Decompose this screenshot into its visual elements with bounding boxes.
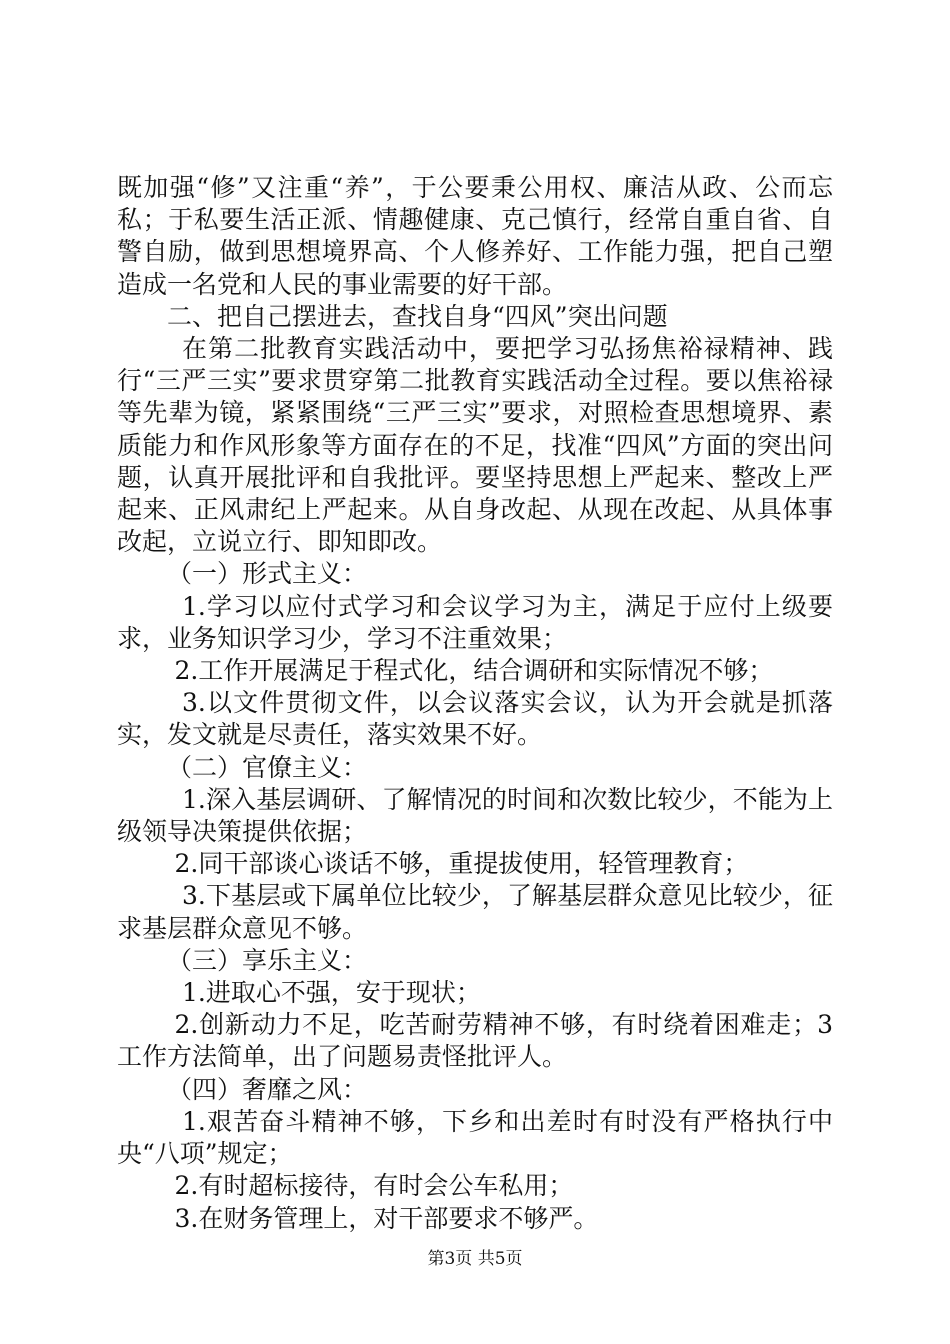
paragraph-intro-paragraph: 在第二批教育实践活动中，要把学习弘扬焦裕禄精神、践行“三严三实”要求贯穿第二批教育实践活动全过程。要以焦裕禄等先辈为镜，紧紧围绕“三严三实”要求，对照检查思想境界、素质能力和作风形象等方面存在的不足，找准“四风”方面的突出问题，认真开展批评和自我批评。要坚持思想上严起来、整改上严起来、正风肃纪上严起来。从自身改起、从现在改起、从具体事改起，立说立行、即知即改。 xyxy=(117,334,833,557)
paragraph-bureaucratism-item-2: 2.同干部谈心谈话不够，重提拔使用，轻管理教育； xyxy=(174,849,749,879)
paragraph-extravagance-item-3: 3.在财务管理上，对干部要求不够严。 xyxy=(174,1203,599,1233)
document-body xyxy=(117,172,833,1235)
paragraph-extravagance-item-2: 2.有时超标接待，有时会公车私用； xyxy=(174,1171,574,1201)
paragraph-hedonism-item-2: 2.创新动力不足，吃苦耐劳精神不够，有时绕着困难走；3工作方法简单，出了问题易责怪批评人。 xyxy=(117,1010,833,1072)
paragraph-bureaucratism-item-3: 3.下基层或下属单位比较少，了解基层群众意见比较少，征求基层群众意见不够。 xyxy=(117,881,833,943)
paragraph-extravagance-item-1: 1.艰苦奋斗精神不够，下乡和出差时有时没有严格执行中央“八项”规定； xyxy=(117,1106,833,1169)
paragraph-formalism-item-1: 1.学习以应付式学习和会议学习为主，满足于应付上级要求，业务知识学习少，学习不注重效果； xyxy=(117,591,833,653)
paragraph-bureaucratism-item-1: 1.深入基层调研、了解情况的时间和次数比较少，不能为上级领导决策提供依据； xyxy=(117,784,833,847)
paragraph-continued-text: 既加强“修”又注重“养”，于公要秉公用权、廉洁从政、公而忘私；于私要生活正派、情趣健康、克己慎行，经常自重自省、自警自励，做到思想境界高、个人修养好、工作能力强，把自己塑造成一名党和人民的事业需要的好干部。 xyxy=(117,173,833,299)
paragraph-heading-hedonism: （三）享乐主义： xyxy=(167,945,368,975)
paragraph-hedonism-item-1: 1.进取心不强，安于现状； xyxy=(182,978,481,1008)
paragraph-heading-formalism: （一）形式主义： xyxy=(167,559,368,589)
paragraph-formalism-item-3: 3.以文件贯彻文件，以会议落实会议，认为开会就是抓落实，发文就是尽责任，落实效果不好。 xyxy=(117,688,833,750)
paragraph-heading-section-2: 二、把自己摆进去，查找自身“四风”突出问题 xyxy=(167,301,668,331)
paragraph-formalism-item-2: 2.工作开展满足于程式化，结合调研和实际情况不够； xyxy=(174,656,774,686)
page-footer: 第3页 共5页 xyxy=(427,1249,523,1269)
paragraph-heading-bureaucratism: （二）官僚主义： xyxy=(167,752,368,782)
paragraph-heading-extravagance: （四）奢靡之风： xyxy=(167,1074,368,1104)
